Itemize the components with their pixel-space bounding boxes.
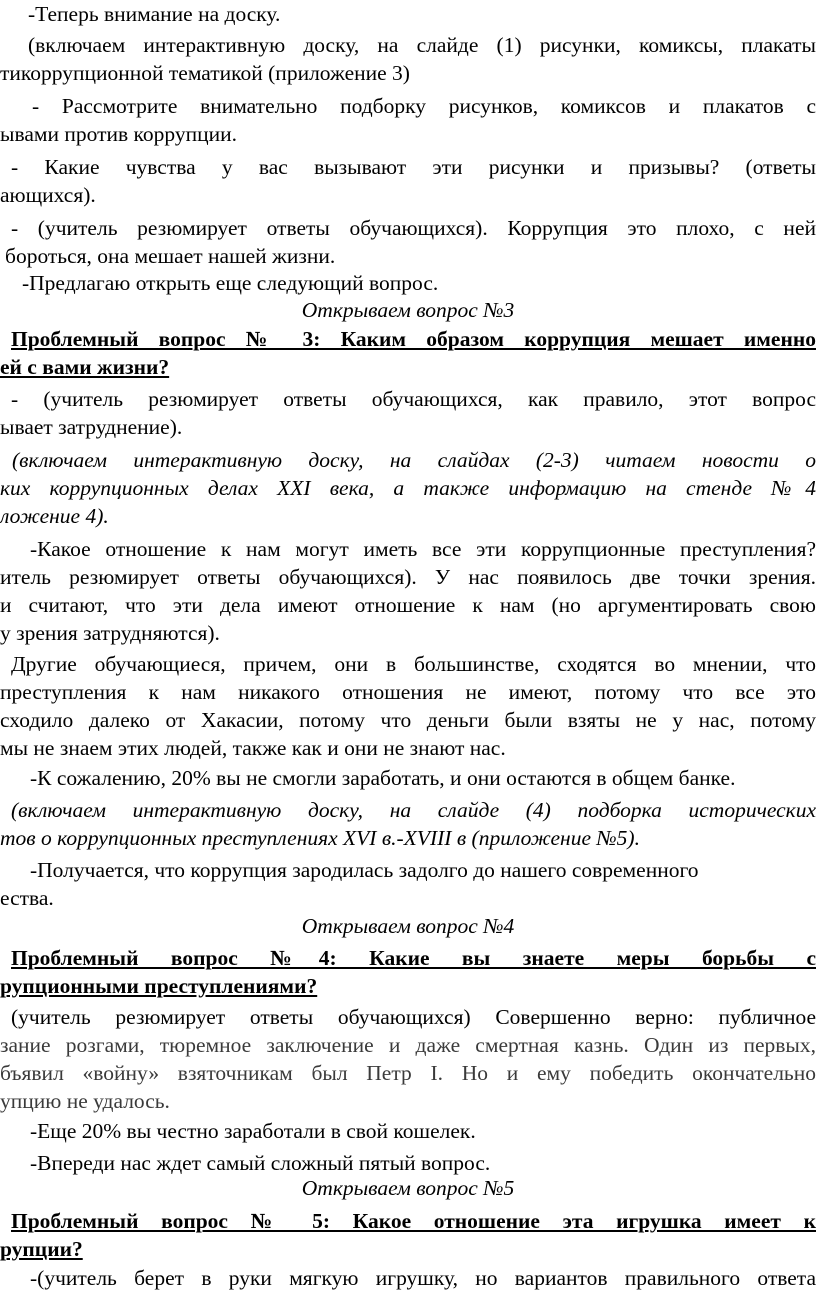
text-line: упцию не удалось.: [0, 1089, 170, 1113]
text-line: Другие обучающиеся, причем, они в большинстве, сходятся во мнении, что: [11, 652, 816, 676]
text-line: -Теперь внимание на доску.: [28, 2, 281, 26]
text-line: - Рассмотрите внимательно подборку рисунков, комиксов и плакатов с: [32, 94, 816, 118]
text-line: ества.: [0, 886, 54, 910]
text-line: -Какое отношение к нам могут иметь все эти коррупционные преступления?: [30, 537, 816, 561]
text-line: -Впереди нас ждет самый сложный пятый вопрос.: [30, 1151, 491, 1175]
text-line: (включаем интерактивную доску, на слайде (1) рисунки, комиксы, плакаты: [28, 33, 816, 57]
text-line: у зрения затрудняются).: [0, 621, 220, 645]
text-line: (учитель резюмирует ответы обучающихся) Совершенно верно: публичное: [11, 1005, 816, 1029]
text-line: ающихся).: [0, 183, 96, 207]
section-heading: Открываем вопрос №5: [301, 1176, 515, 1200]
problem-question: ей с вами жизни?: [0, 355, 170, 379]
text-line: ывает затруднение).: [0, 415, 183, 439]
text-line: сходило далеко от Хакасии, потому что деньги были взяты не у нас, потому: [0, 708, 816, 732]
problem-question: рупции?: [0, 1237, 83, 1261]
text-line: -К сожалению, 20% вы не смогли заработать, и они остаются в общем банке.: [30, 766, 736, 790]
text-line: ывами против коррупции.: [0, 122, 237, 146]
text-line: -Еще 20% вы честно заработали в свой кошелек.: [30, 1119, 476, 1143]
text-line: и считают, что эти дела имеют отношение к нам (но аргументировать свою: [0, 593, 816, 617]
problem-question: рупционными преступлениями?: [0, 974, 318, 998]
text-line: ких коррупционных делах XXI века, а также информацию на стенде №4: [0, 476, 816, 500]
text-line: - (учитель резюмирует ответы обучающихся, как правило, этот вопрос: [11, 387, 816, 411]
text-line: -(учитель берет в руки мягкую игрушку, но вариантов правильного ответа: [30, 1266, 816, 1290]
text-line: - (учитель резюмирует ответы обучающихся). Коррупция это плохо, с ней: [11, 216, 816, 240]
text-line: -Получается, что коррупция зародилась задолго до нашего современного: [30, 858, 699, 882]
text-line: бъявил «войну» взяточникам был Петр I. Но и ему победить окончательно: [0, 1061, 816, 1085]
text-line: (включаем интерактивную доску, на слайдах (2-3) читаем новости о: [12, 448, 816, 472]
problem-question: Проблемный вопрос № 3: Каким образом коррупция мешает именно: [11, 327, 816, 351]
text-line: мы не знаем этих людей, также как и они не знают нас.: [0, 736, 506, 760]
text-line: зание розгами, тюремное заключение и даже смертная казнь. Один из первых,: [0, 1033, 816, 1057]
text-line: бороться, она мешает нашей жизни.: [5, 244, 336, 268]
text-line: итель резюмирует ответы обучающихся). У нас появилось две точки зрения.: [0, 565, 816, 589]
text-line: ложение 4).: [0, 504, 109, 528]
text-line: (включаем интерактивную доску, на слайде (4) подборка исторических: [11, 798, 816, 822]
problem-question: Проблемный вопрос № 5: Какое отношение эта игрушка имеет к: [11, 1209, 816, 1233]
text-line: - Какие чувства у вас вызывают эти рисунки и призывы? (ответы: [11, 155, 816, 179]
section-heading: Открываем вопрос №3: [301, 298, 515, 322]
text-line: тов о коррупционных преступлениях XVI в.-XVIII в (приложение №5).: [0, 826, 640, 850]
section-heading: Открываем вопрос №4: [301, 914, 515, 938]
text-line: тикоррупционной тематикой (приложение 3): [0, 61, 410, 85]
problem-question: Проблемный вопрос №4: Какие вы знаете меры борьбы с: [11, 946, 816, 970]
text-line: преступления к нам никакого отношения не имеют, потому что все это: [0, 680, 816, 704]
text-line: -Предлагаю открыть еще следующий вопрос.: [22, 271, 439, 295]
